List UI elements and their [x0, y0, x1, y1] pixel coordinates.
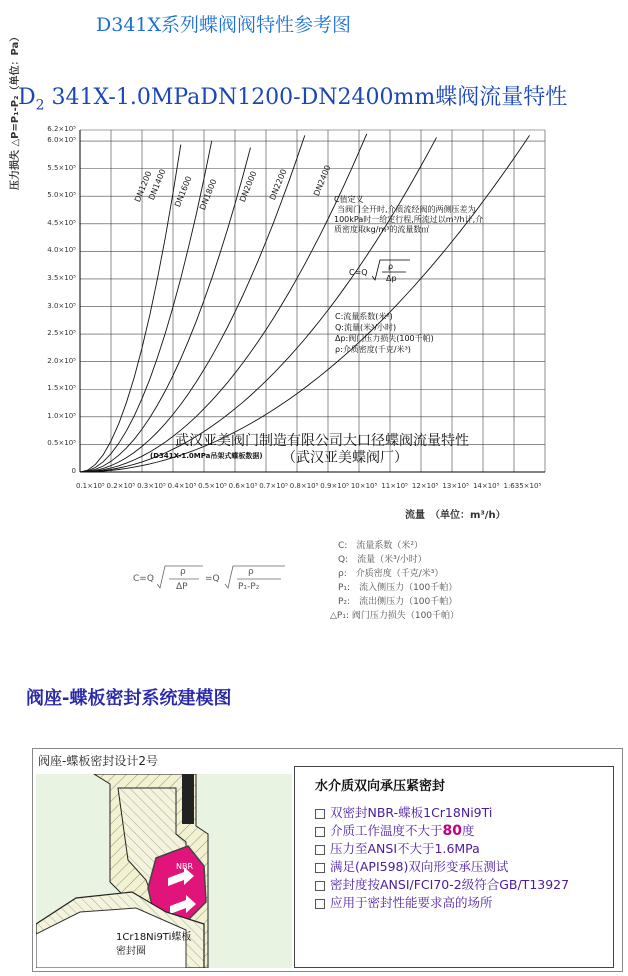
x-tick-label: 1:635×10⁵: [503, 482, 542, 490]
formula2-num2: ρ: [248, 567, 254, 577]
x-tick-label: 0.8×10⁵: [289, 482, 319, 490]
series-label-dn1200: DN1200: [133, 169, 154, 204]
x-tick-label: 0.3×10⁵: [137, 482, 166, 490]
feature-bold: 80: [442, 823, 462, 839]
feature-item: [315, 821, 475, 839]
legend2-c: C: 流量系数（米²）: [338, 541, 423, 551]
series-label-dn2200: DN2200: [268, 167, 289, 202]
chart-title-rest: 341X-1.0MPaDN1200-DN2400mm蝶阀流量特性: [44, 85, 568, 110]
c-def-title: C值定义: [334, 195, 364, 204]
y-tick-label: 3.0×10⁵: [47, 301, 76, 310]
x-tick-label: 0.2×10⁵: [106, 482, 136, 490]
def-rho: ρ:介质密度(千克/米³): [335, 345, 411, 354]
chart-title: [18, 80, 567, 113]
formula-numerator: ρ: [388, 262, 394, 271]
formula2-eq: =Q: [205, 574, 220, 584]
x-tick-label: 0.4×10⁵: [167, 482, 197, 490]
y-tick-label: 1.0×10⁵: [47, 411, 76, 420]
series-label-dn1400: DN1400: [147, 167, 168, 202]
chart-title-subscript: 2: [35, 97, 45, 114]
retaining-bar: [182, 774, 194, 824]
company-caption: 武汉亚美阀门制造有限公司大口径蝶阀流量特性: [175, 433, 469, 449]
y-tick-label: 2.0×10⁵: [47, 356, 76, 365]
checkbox-icon: [315, 809, 325, 819]
feature-text: 密封度按ANSI/FCI70-2级符合GB/T13927: [330, 877, 570, 892]
feature-item: [315, 803, 492, 821]
feature-text: 双密封NBR-蝶板1Cr18Ni9Ti: [330, 805, 493, 820]
feature-tail: 度: [462, 823, 475, 838]
formula-denominator: Δp: [386, 274, 397, 283]
legend2-p2: P₂: 流出侧压力（100千帕）: [338, 597, 458, 607]
chart-note: (D341X-1.0MPa吊架式蝶板数据): [150, 452, 263, 460]
section-title: 阀座-蝶板密封系统建模图: [26, 688, 232, 709]
x-tick-label: 14×10⁵: [472, 482, 500, 490]
legend2-p1: P₁: 流入侧压力（100千帕）: [338, 583, 458, 593]
feature-text: 满足(API598)双向形变承压测试: [330, 859, 509, 874]
checkbox-icon: [315, 845, 325, 855]
x-axis-label: 流量 （单位：m³/h）: [405, 510, 506, 521]
checkbox-icon: [315, 863, 325, 873]
nbr-label: NBR: [176, 862, 194, 871]
x-tick-label: 0.6×10⁵: [228, 482, 258, 490]
feature-text: 介质工作温度不大于: [330, 823, 443, 838]
series-label-dn1600: DN1600: [173, 174, 194, 209]
x-tick-label: 13×10⁵: [442, 482, 469, 490]
chart-title-main: D: [18, 85, 36, 110]
c-def-line-1: 当阀门全开时,介质流经阀的两侧压差为: [337, 205, 476, 214]
checkbox-icon: [315, 827, 325, 837]
design-title: 阀座-蝶板密封设计2号: [38, 754, 158, 768]
y-tick-label: 4.5×10⁵: [47, 218, 76, 227]
series-label-dn2000: DN2000: [238, 169, 259, 204]
legend2-dp: △P₁: 阀门压力损失（100千帕）: [330, 611, 460, 621]
plate-label-1: 1Cr18Ni9Ti蝶板: [116, 932, 192, 943]
features-title: 水介质双向承压紧密封: [315, 779, 446, 794]
formula-lhs: C=Q: [349, 268, 368, 277]
page-title: D341X系列蝶阀阀特性参考图: [96, 14, 352, 36]
series-line-dn2200: [80, 137, 437, 472]
series-line-dn1800: [80, 135, 305, 472]
feature-item: [315, 857, 508, 875]
company-caption-2: （武汉亚美蝶阀厂）: [282, 450, 408, 466]
legend2-q: Q: 流量（米³/小时）: [338, 555, 427, 565]
def-dp: Δp:阀门压力损失(100千帕): [335, 334, 434, 343]
y-tick-label: 0: [71, 467, 76, 475]
y-tick-label: 2.5×10⁵: [47, 329, 76, 338]
formula2-lhs: C=Q: [133, 574, 154, 584]
feature-item: [315, 875, 569, 893]
plate-label-2: 密封圈: [116, 946, 146, 957]
c-def-line-3: 质密度取kg/m³的流量数㎡: [334, 225, 430, 234]
x-tick-label: 12×10⁵: [411, 482, 439, 490]
y-axis-label: 压力损失 △P=P₁-P₂（单位：Pa）: [10, 31, 21, 190]
y-tick-label: 5.0×10⁵: [47, 191, 76, 200]
feature-text: 应用于密封性能要求高的场所: [330, 895, 493, 910]
checkbox-icon: [315, 881, 325, 891]
checkbox-icon: [315, 899, 325, 909]
def-c: C:流量系数(米²): [335, 312, 393, 321]
feature-text: 压力至ANSI不大于1.6MPa: [330, 841, 480, 856]
y-tick-label: 5.5×10⁵: [47, 163, 76, 172]
def-q: Q:流量(米³/小时): [335, 323, 397, 332]
legend2-rho: ρ: 介质密度（千克/米³）: [338, 569, 444, 579]
x-tick-label: 0.1×10⁵: [76, 482, 105, 490]
feature-item: [315, 839, 480, 857]
x-tick-label: 0.5×10⁵: [198, 482, 227, 490]
series-label-dn1800: DN1800: [198, 177, 219, 212]
y-tick-label: 0.5×10⁵: [47, 439, 76, 448]
x-tick-label: 11×10⁵: [381, 482, 408, 490]
series-label-dn2400: DN2400: [312, 163, 333, 198]
formula2-num1: ρ: [180, 567, 186, 577]
features-box: [294, 766, 614, 968]
formula2-den2: P₁-P₂: [238, 582, 260, 592]
c-def-line-2: 100kPa时一给定行程,所流过以m³/h计,介: [334, 215, 484, 224]
x-tick-label: 10×10⁵: [350, 482, 378, 490]
y-tick-label: 3.5×10⁵: [47, 273, 76, 282]
feature-item: [315, 893, 493, 911]
y-tick-label: 4.0×10⁵: [47, 246, 76, 255]
y-tick-label: 6.2×10⁵: [47, 125, 76, 133]
x-tick-label: 0.9×10⁵: [320, 482, 349, 490]
formula2-den1: ΔP: [176, 582, 188, 592]
x-tick-label: 0.7×10⁵: [259, 482, 288, 490]
y-tick-label: 1.5×10⁵: [47, 384, 76, 393]
y-tick-label: 6.0×10⁵: [47, 136, 76, 145]
